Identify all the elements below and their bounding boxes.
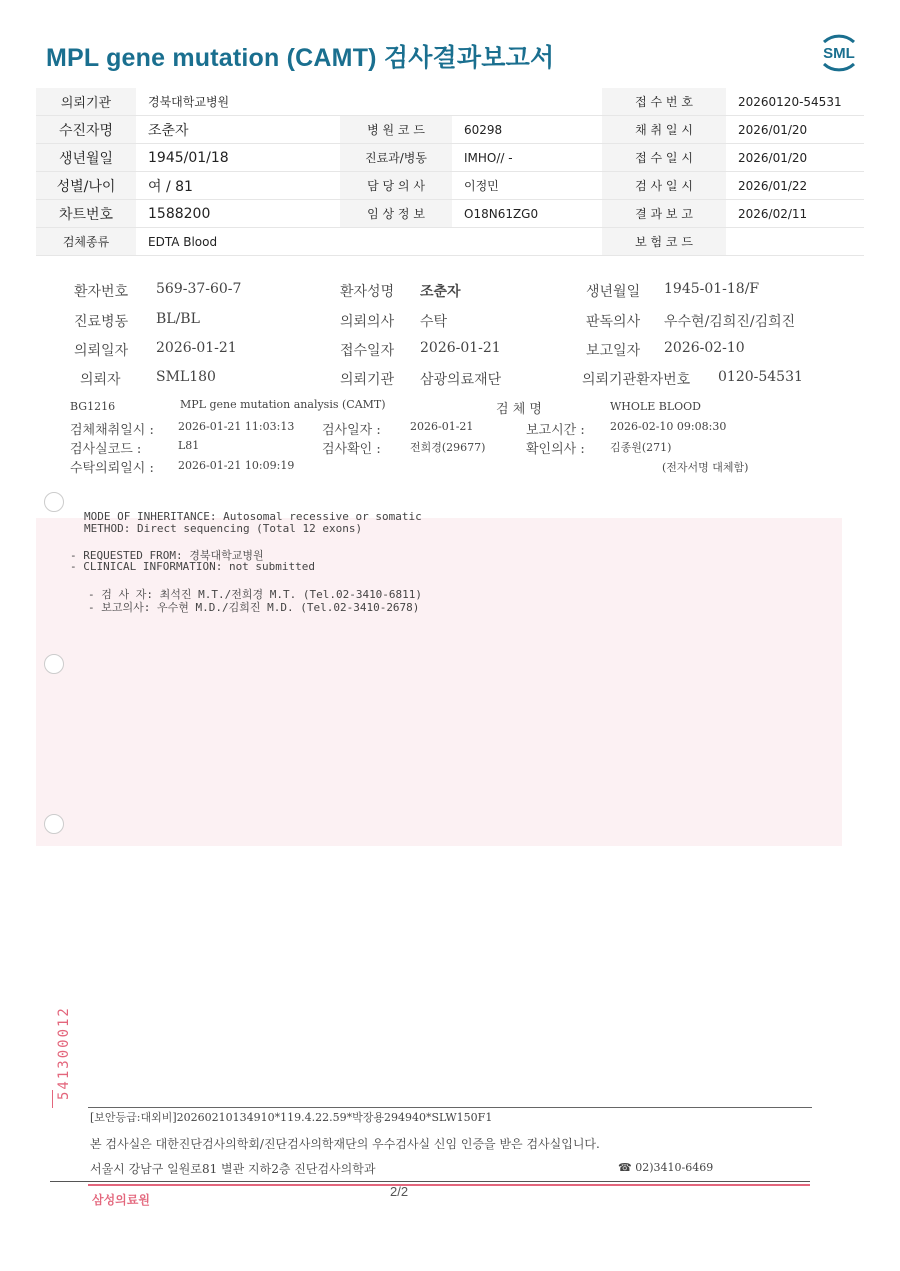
report-time-label: 보고시간 :: [526, 423, 585, 438]
footer-rule: [50, 1181, 810, 1182]
ref-doctor-value: 수탁: [420, 314, 448, 330]
value-clinical-info: O18N61ZG0: [464, 206, 539, 221]
label-receipt-no: 접 수 번 호: [602, 88, 726, 115]
requester-value: SML180: [156, 369, 216, 385]
ref-org-label: 의뢰기관: [340, 372, 395, 388]
ref-org-value: 삼광의료재단: [420, 372, 502, 388]
value-hospital-code: 60298: [464, 122, 503, 137]
specimen-value: WHOLE BLOOD: [610, 400, 701, 413]
collection-time-label: 검체채취일시 :: [70, 423, 154, 438]
request-date-label: 의뢰일자: [74, 343, 129, 359]
ward-value: BL/BL: [156, 311, 200, 327]
side-marker: [52, 1090, 53, 1108]
sml-logo: [814, 28, 864, 78]
label-doctor: 담 당 의 사: [340, 172, 452, 199]
e-signature-note: (전자서명 대체함): [662, 461, 749, 474]
report-date-value: 2026-02-10: [664, 340, 745, 356]
reader-label: 판독의사: [586, 314, 641, 330]
specimen-label: 검 체 명: [496, 402, 542, 417]
punch-hole: [44, 492, 64, 512]
report-time-value: 2026-02-10 09:08:30: [610, 420, 727, 433]
address-line: 서울시 강남구 일원로81 별관 지하2층 진단검사의학과: [90, 1162, 376, 1176]
birth-value: 1945-01-18/F: [664, 281, 760, 297]
lab-code-value: L81: [178, 439, 200, 452]
label-sex-age: 성별/나이: [36, 172, 136, 199]
consign-time-label: 수탁의뢰일시 :: [70, 461, 154, 476]
ref-org-patient-no-label: 의뢰기관환자번호: [582, 372, 691, 388]
clinical-info-line: - CLINICAL INFORMATION: not submitted: [70, 560, 316, 573]
label-specimen-type: 검체종류: [36, 228, 136, 255]
header-row: [36, 172, 864, 200]
report-title: MPL gene mutation (CAMT) 검사결과보고서: [46, 44, 555, 72]
label-report-date: 결 과 보 고: [602, 200, 726, 227]
value-doctor: 이정민: [464, 179, 499, 193]
reporter-line: - 보고의사: 우수현 M.D./김희진 M.D. (Tel.02-3410-2678): [88, 601, 420, 614]
value-specimen-type: EDTA Blood: [148, 234, 218, 249]
security-line: [보안등급:대외비]20260210134910*119.4.22.59*박장용294940*SLW150F1: [90, 1111, 493, 1124]
confirm-doctor-value: 김종원(271): [610, 441, 672, 454]
label-receipt-date: 접 수 일 시: [602, 144, 726, 171]
header-row: [36, 228, 864, 256]
test-date2-label: 검사일자 :: [322, 423, 381, 438]
label-insurance-code: 보 험 코 드: [602, 228, 726, 255]
patient-no-value: 569-37-60-7: [156, 281, 242, 297]
label-clinical-info: 임 상 정 보: [340, 200, 452, 227]
value-receipt-date: 2026/01/20: [738, 150, 808, 165]
requester-label: 의뢰자: [80, 372, 121, 388]
header-row: [36, 116, 864, 144]
tester-line: - 검 사 자: 최석진 M.T./전희경 M.T. (Tel.02-3410-6811): [88, 588, 423, 601]
collection-time-value: 2026-01-21 11:03:13: [178, 420, 295, 433]
patient-name-value: 조춘자: [420, 284, 461, 300]
receipt-date-label: 접수일자: [340, 343, 395, 359]
request-date-value: 2026-01-21: [156, 340, 237, 356]
punch-hole: [44, 814, 64, 834]
method-line: METHOD: Direct sequencing (Total 12 exons): [84, 522, 363, 535]
value-receipt-no: 20260120-54531: [738, 94, 842, 109]
patient-name-label: 환자성명: [340, 284, 395, 300]
value-birth-date: 1945/01/18: [148, 149, 229, 166]
certification-line: 본 검사실은 대한진단검사의학회/진단검사의학재단의 우수검사실 신임 인증을 받은 검사실입니다.: [90, 1137, 600, 1151]
report-date-label: 보고일자: [586, 343, 641, 359]
lab-code-label: 검사실코드 :: [70, 442, 142, 457]
ward-label: 진료병동: [74, 314, 129, 330]
ref-doctor-label: 의뢰의사: [340, 314, 395, 330]
value-report-date: 2026/02/11: [738, 206, 808, 221]
test-date2-value: 2026-01-21: [410, 420, 474, 433]
test-name: MPL gene mutation analysis (CAMT): [180, 398, 386, 411]
value-insurance-code: [726, 228, 864, 255]
label-department: 진료과/병동: [340, 144, 452, 171]
punch-hole: [44, 654, 64, 674]
header-row: [36, 200, 864, 228]
consign-time-value: 2026-01-21 10:09:19: [178, 459, 295, 472]
test-confirm-value: 전희경(29677): [410, 441, 486, 454]
test-confirm-label: 검사확인 :: [322, 442, 381, 457]
hospital-mark: 삼성의료원: [92, 1193, 150, 1207]
phone-line: ☎ 02)3410-6469: [618, 1161, 714, 1174]
value-patient-name: 조춘자: [148, 122, 189, 139]
label-test-date: 검 사 일 시: [602, 172, 726, 199]
value-sex-age: 여 / 81: [148, 178, 193, 195]
header-table: [36, 88, 864, 256]
page-number: 2/2: [390, 1184, 409, 1199]
footer-pink-rule: [88, 1184, 810, 1186]
test-code: BG1216: [70, 400, 116, 413]
requested-from-line: - REQUESTED FROM: 경북대학교병원: [70, 549, 264, 562]
confirm-doctor-label: 확인의사 :: [526, 442, 585, 457]
label-patient-name: 수진자명: [36, 116, 136, 143]
header-row: [36, 144, 864, 172]
value-department: IMHO// -: [464, 150, 513, 165]
header-row: [36, 88, 864, 116]
label-birth-date: 생년월일: [36, 144, 136, 171]
label-requesting-org: 의뢰기관: [36, 88, 136, 115]
footer-top-rule: [88, 1107, 812, 1108]
birth-label: 생년월일: [586, 284, 641, 300]
label-chart-no: 차트번호: [36, 200, 136, 227]
logo-text: SML: [823, 45, 855, 62]
ref-org-patient-no-value: 0120-54531: [718, 369, 803, 385]
value-chart-no: 1588200: [148, 205, 211, 222]
value-test-date: 2026/01/22: [738, 178, 808, 193]
value-collection-date: 2026/01/20: [738, 122, 808, 137]
label-collection-date: 채 취 일 시: [602, 116, 726, 143]
label-hospital-code: 병 원 코 드: [340, 116, 452, 143]
patient-no-label: 환자번호: [74, 284, 129, 300]
receipt-date-value: 2026-01-21: [420, 340, 501, 356]
value-requesting-org: 경북대학교병원: [148, 95, 230, 109]
side-serial-number: 541300012: [56, 1006, 72, 1100]
reader-value: 우수현/김희진/김희진: [664, 314, 796, 330]
inheritance-line: MODE OF INHERITANCE: Autosomal recessive or somatic: [84, 510, 422, 523]
